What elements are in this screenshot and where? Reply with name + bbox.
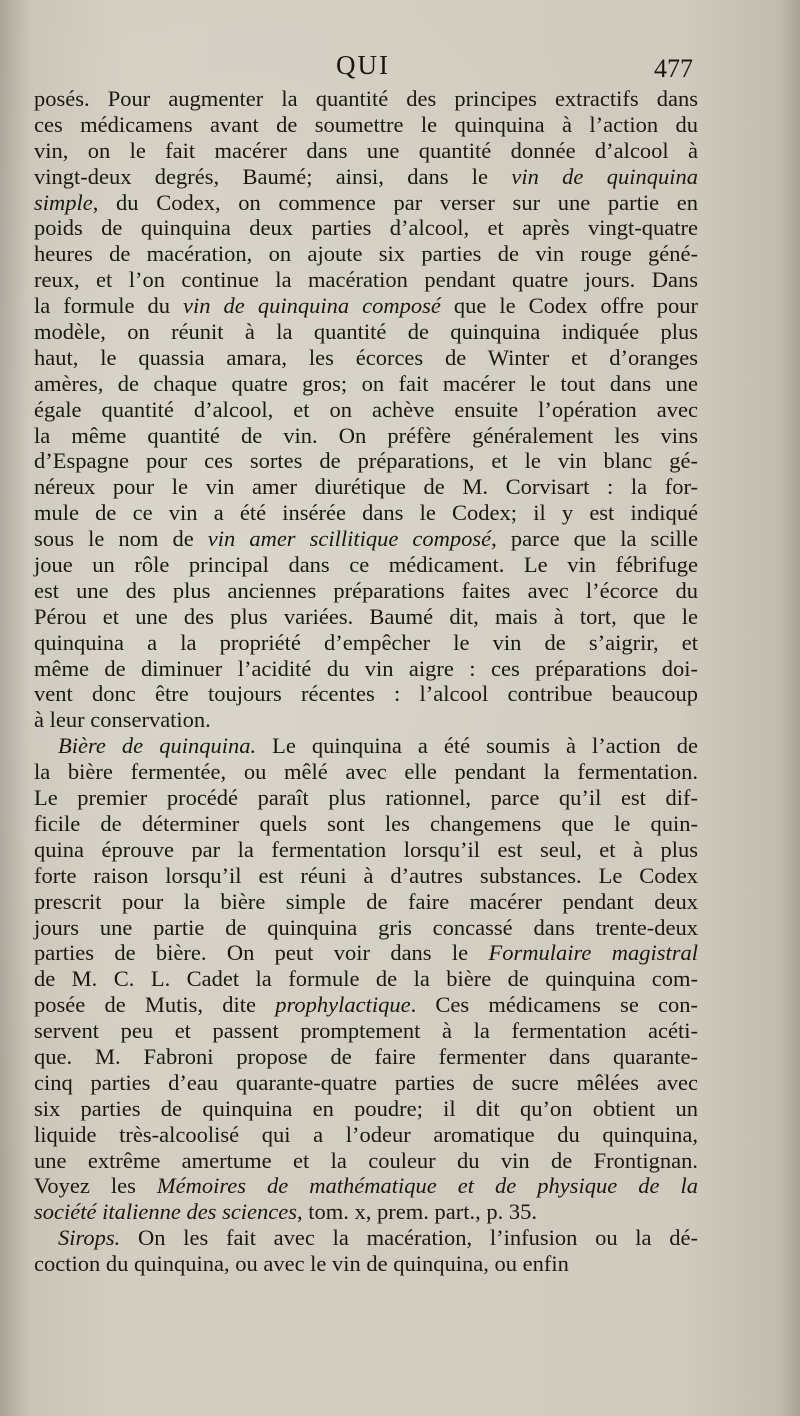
page-header — [0, 50, 800, 86]
text-segment: néreux pour le vin amer diurétique de M. Corvisart : la for- — [34, 474, 698, 500]
italic-text: vin amer scillitique composé — [207, 526, 492, 552]
text-segment: . Ces médicamens se con- — [410, 992, 698, 1018]
text-line — [34, 448, 698, 474]
text-segment: quinquina a la propriété d’empêcher le vin de s’aigrir, et — [34, 629, 698, 655]
text-line — [34, 138, 698, 164]
text-line — [34, 423, 698, 449]
text-segment: vin, on le fait macérer dans une quantité donnée d’alcool à — [34, 137, 698, 163]
text-segment: , du Codex, on commence par verser sur une partie en — [92, 189, 698, 215]
text-segment: sous le nom de — [34, 526, 208, 552]
text-segment: Le premier procédé paraît plus rationnel, parce qu’il est dif- — [34, 785, 698, 811]
text-line — [34, 578, 698, 604]
text-segment: haut, le quassia amara, les écorces de Winter et d’oranges — [34, 344, 698, 370]
text-line — [34, 86, 698, 112]
text-line — [34, 681, 698, 707]
text-segment: forte raison lorsqu’il est réuni à d’autres substances. Le Codex — [34, 862, 698, 888]
text-line — [34, 267, 698, 293]
text-line — [34, 992, 698, 1018]
text-segment: six parties de quinquina en poudre; il dit qu’on obtient un — [34, 1095, 698, 1121]
text-segment: On les fait avec la macération, l’infusion ou la dé- — [120, 1225, 698, 1251]
text-line — [34, 759, 698, 785]
text-line — [34, 371, 698, 397]
text-segment: ces médicamens avant de soumettre le quinquina à l’action du — [34, 111, 698, 137]
text-segment: amères, de chaque quatre gros; on fait macérer le tout dans une — [34, 370, 698, 396]
text-segment: que. M. Fabroni propose de faire fermenter dans quarante- — [34, 1043, 698, 1069]
text-line — [34, 707, 698, 733]
text-segment: liquide très-alcoolisé qui a l’odeur aromatique du quinquina, — [34, 1121, 698, 1147]
text-line — [34, 863, 698, 889]
text-line — [34, 733, 698, 759]
text-segment: une extrême amertume et la couleur du vin de Frontignan. — [34, 1147, 698, 1173]
text-line — [34, 241, 698, 267]
text-line — [34, 345, 698, 371]
text-segment: est une des plus anciennes préparations faites avec l’écorce du — [34, 577, 698, 603]
page-number: 477 — [654, 54, 693, 83]
text-segment: à leur conservation. — [34, 707, 211, 733]
text-segment: Le quinquina a été soumis à l’action de — [256, 733, 698, 759]
text-line — [34, 1251, 698, 1277]
text-line — [34, 1225, 698, 1251]
text-segment: parties de bière. On peut voir dans le — [34, 940, 489, 966]
italic-text: Formulaire magistral — [488, 940, 698, 966]
running-head: QUI — [336, 50, 390, 80]
text-line — [34, 397, 698, 423]
text-line — [34, 526, 698, 552]
text-line — [34, 164, 698, 190]
italic-text: vin de quinquina — [511, 163, 698, 189]
text-line — [34, 966, 698, 992]
text-segment: de M. C. L. Cadet la formule de la bière de quinquina com- — [34, 966, 698, 992]
text-segment: la même quantité de vin. On préfère généralement les vins — [34, 422, 698, 448]
text-line — [34, 552, 698, 578]
text-segment: d’Espagne pour ces sortes de préparations, et le vin blanc gé- — [34, 448, 698, 474]
italic-text: société italienne des sciences — [34, 1199, 298, 1225]
text-line — [34, 1044, 698, 1070]
text-segment: poids de quinquina deux parties d’alcool, et après vingt-quatre — [34, 215, 698, 241]
text-line — [34, 1070, 698, 1096]
text-segment: heures de macération, on ajoute six parties de vin rouge géné- — [34, 241, 698, 267]
text-segment: mule de ce vin a été insérée dans le Codex; il y est indiqué — [34, 500, 698, 526]
text-segment: prescrit pour la bière simple de faire macérer pendant deux — [34, 888, 698, 914]
text-segment: égale quantité d’alcool, et on achève ensuite l’opération avec — [34, 396, 698, 422]
text-segment: joue un rôle principal dans ce médicament. Le vin fébrifuge — [34, 552, 698, 578]
text-segment: jours une partie de quinquina gris concassé dans trente-deux — [34, 914, 698, 940]
text-line — [34, 656, 698, 682]
italic-text: prophylactique — [275, 992, 411, 1018]
text-line — [34, 785, 698, 811]
text-segment: , parce que la scille — [491, 526, 698, 552]
text-line — [34, 112, 698, 138]
text-segment: la formule du — [34, 293, 184, 319]
text-segment: même de diminuer l’acidité du vin aigre : ces préparations doi- — [34, 655, 698, 681]
text-line — [34, 474, 698, 500]
text-line — [34, 1122, 698, 1148]
text-segment: cinq parties d’eau quarante-quatre parties de sucre mêlées avec — [34, 1069, 698, 1095]
text-segment: modèle, on réunit à la quantité de quinquina indiquée plus — [34, 319, 698, 345]
text-segment: vent donc être toujours récentes : l’alcool contribue beaucoup — [34, 681, 698, 707]
text-segment: ficile de déterminer quels sont les changemens que le quin- — [34, 810, 698, 836]
text-line — [34, 1018, 698, 1044]
body-text — [34, 86, 698, 1277]
italic-text: vin de quinquina composé — [183, 293, 441, 319]
italic-text: simple — [34, 189, 93, 215]
text-line — [34, 915, 698, 941]
text-segment: Pérou et une des plus variées. Baumé dit, mais à tort, que le — [34, 603, 698, 629]
text-line — [34, 1173, 698, 1199]
text-line — [34, 500, 698, 526]
text-segment: , tom. x, prem. part., p. 35. — [297, 1199, 537, 1225]
italic-text: Mémoires de mathématique et de physique de la — [156, 1173, 698, 1199]
italic-text: Sirops. — [58, 1225, 121, 1251]
text-segment: posés. Pour augmenter la quantité des principes extractifs dans — [34, 86, 698, 111]
text-line — [34, 1148, 698, 1174]
text-segment: quina éprouve par la fermentation lorsqu’il est seul, et à plus — [34, 836, 698, 862]
text-line — [34, 1199, 698, 1225]
text-segment: coction du quinquina, ou avec le vin de quinquina, ou enfin — [34, 1251, 569, 1277]
text-line — [34, 215, 698, 241]
text-segment: reux, et l’on continue la macération pendant quatre jours. Dans — [34, 267, 698, 293]
text-line — [34, 889, 698, 915]
text-line — [34, 811, 698, 837]
text-line — [34, 604, 698, 630]
text-line — [34, 630, 698, 656]
text-line — [34, 837, 698, 863]
text-line — [34, 293, 698, 319]
text-line — [34, 319, 698, 345]
text-segment: posée de Mutis, dite — [34, 992, 276, 1018]
text-line — [34, 190, 698, 216]
text-segment: Voyez les — [34, 1173, 157, 1199]
text-segment: la bière fermentée, ou mêlé avec elle pendant la fermentation. — [34, 759, 698, 785]
text-line — [34, 1096, 698, 1122]
text-segment: vingt-deux degrés, Baumé; ainsi, dans le — [34, 163, 512, 189]
text-line — [34, 940, 698, 966]
italic-text: Bière de quinquina. — [58, 733, 257, 759]
text-segment: que le Codex offre pour — [440, 293, 698, 319]
text-segment: servent peu et passent promptement à la fermentation acéti- — [34, 1018, 698, 1044]
